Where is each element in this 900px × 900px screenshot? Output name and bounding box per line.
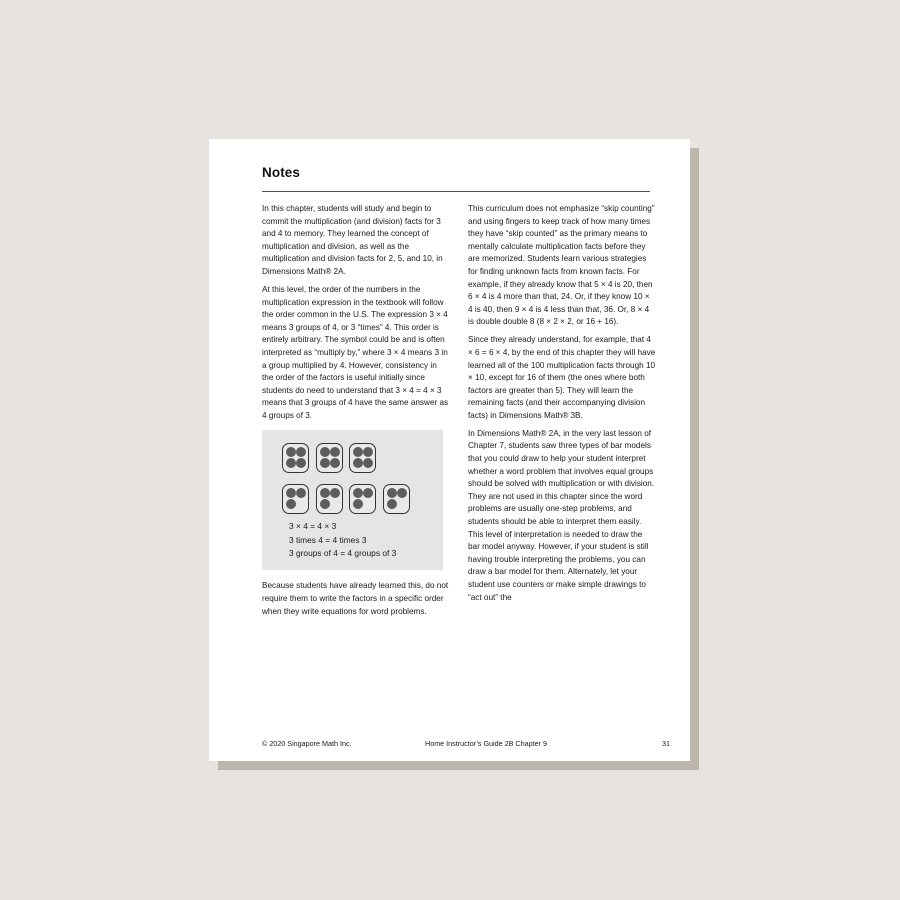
die-pip: [296, 447, 306, 457]
document-page: [209, 139, 690, 761]
dice-figure: [262, 430, 443, 570]
die-pip: [353, 488, 363, 498]
paragraph: In Dimensions Math® 2A, in the very last lesson of Chapter 7, students saw three types of bar models that you could draw to help your student interpret whether a word problem that involves equal groups should be solved with multiplication or with division. They are not used in this chapter since the word problems are usually one-step problems, and students should be able to interpret them easily. This level of interpretation is needed to draw the bar model anyway. However, if your student is still having trouble interpreting the problems, you can draw a bar model for them. Alternately, let your student use counters or make simple drawings to “act out” the: [468, 428, 655, 602]
footer-copyright: © 2020 Singapore Math Inc.: [262, 739, 352, 748]
die: [349, 443, 376, 473]
die-pip: [320, 447, 330, 457]
title-divider: [262, 191, 650, 192]
die-pip: [363, 458, 373, 468]
die-pip: [286, 499, 296, 509]
die-pip: [286, 447, 296, 457]
die-pip: [397, 488, 407, 498]
right-column: [468, 203, 656, 610]
left-column: [262, 203, 450, 624]
die-pip: [286, 458, 296, 468]
die-pip: [296, 458, 306, 468]
die-pip: [387, 499, 397, 509]
die-pip: [363, 447, 373, 457]
die-pip: [296, 488, 306, 498]
paragraph: This curriculum does not emphasize “skip counting” and using fingers to keep track of how many times they have “skip counted” as the primary means to mentally calculate multiplication facts before they are memorized. Students learn various strategies for finding unknown facts from known facts. For example, if they already know that 5 × 4 is 20, then 6 × 4 is 4 more than that, 24. Or, if they know 10 × 4 is 40, then 9 × 4 is 4 less than that, 36. Or, 8 × 4 is double double 8 (8 × 2 × 2, or 16 + 16).: [468, 204, 655, 327]
paragraph: Since they already understand, for example, that 4 × 6 = 6 × 4, by the end of this chapter they will have learned all of the 100 multiplication facts through 10 × 10, except for 16 of them (the ones where both factors are greater than 5). They will learn the remaining facts (and their accompanying division facts) in Dimensions Math® 3B.: [468, 335, 656, 420]
die-pip: [363, 488, 373, 498]
die-pip: [330, 458, 340, 468]
equation: 3 groups of 4 = 4 groups of 3: [289, 547, 397, 558]
die-pip: [320, 488, 330, 498]
paragraph: At this level, the order of the numbers in the multiplication expression in the textbook will follow the order common in the U.S. The expression 3 × 4 means 3 groups of 4, or 3 “times” 4. This order is entirely arbitrary. The symbol could be and is often interpreted as “multiply by,” where 3 × 4 means 3 in a group multiplied by 4. However, consistency in the order of the factors is useful initially since students do need to understand that 3 × 4 = 4 × 3 means that 3 groups of 4 have the same answer as 4 groups of 3.: [262, 284, 449, 420]
die: [349, 484, 376, 514]
die: [383, 484, 410, 514]
die-pip: [353, 447, 363, 457]
equation: 3 × 4 = 4 × 3: [289, 521, 337, 532]
die-pip: [286, 488, 296, 498]
die-pip: [320, 499, 330, 509]
die-pip: [353, 499, 363, 509]
die-pip: [330, 447, 340, 457]
die: [316, 443, 343, 473]
footer-book-title: Home Instructor’s Guide 2B Chapter 9: [425, 739, 547, 748]
footer-page-number: 31: [662, 739, 670, 748]
die-pip: [320, 458, 330, 468]
die-pip: [330, 488, 340, 498]
page-title: Notes: [262, 165, 301, 180]
die: [316, 484, 343, 514]
die: [282, 443, 309, 473]
equations: [289, 520, 396, 560]
paragraph: Because students have already learned this, do not require them to write the factors in a specific order when they write equations for word problems.: [262, 581, 449, 616]
paragraph: In this chapter, students will study and begin to commit the multiplication (and division) facts for 3 and 4 to memory. They learned the concept of multiplication and division, as well as the multiplication and division facts for 2, 5, and 10, in Dimensions Math® 2A.: [262, 204, 443, 276]
die: [282, 484, 309, 514]
equation: 3 times 4 = 4 times 3: [289, 534, 367, 545]
die-pip: [387, 488, 397, 498]
die-pip: [353, 458, 363, 468]
